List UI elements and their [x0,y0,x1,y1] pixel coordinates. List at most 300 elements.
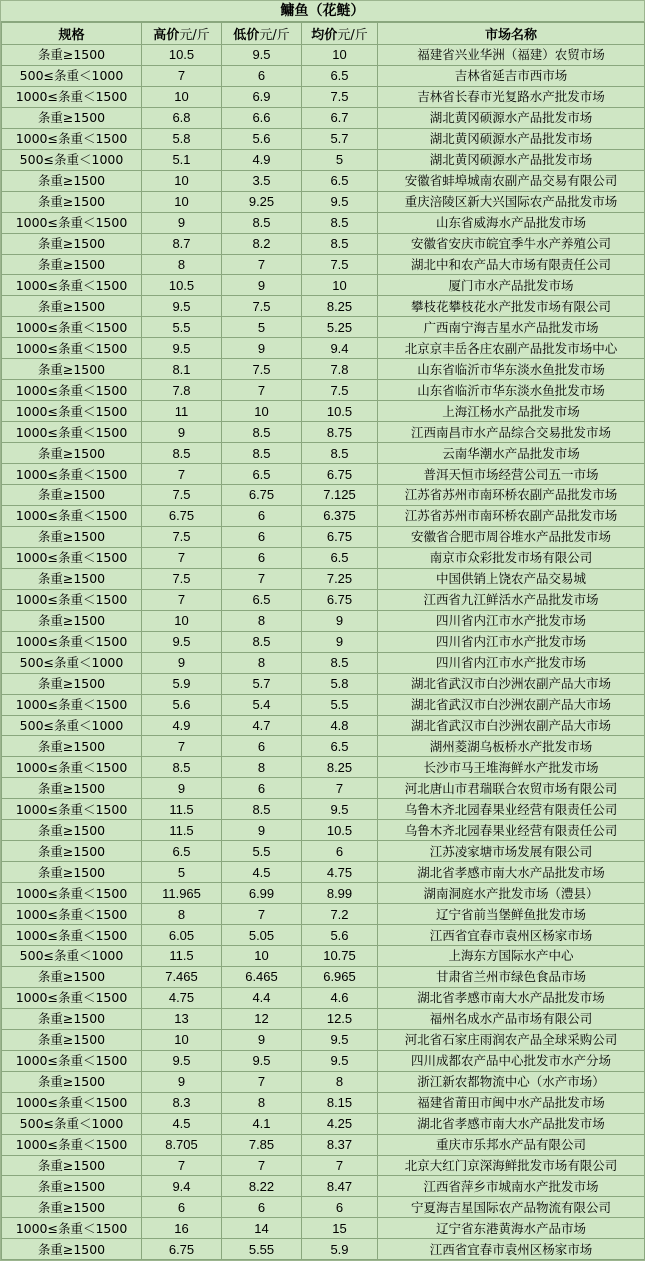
cell-spec: 条重≥1500 [2,1029,142,1050]
cell-high-price: 7.5 [142,568,222,589]
cell-avg-price: 9.5 [302,1050,378,1071]
cell-spec: 1000≤条重＜1500 [2,799,142,820]
cell-spec: 条重≥1500 [2,1155,142,1176]
cell-high-price: 5.8 [142,128,222,149]
cell-low-price: 7.85 [222,1134,302,1155]
cell-avg-price: 6.5 [302,736,378,757]
cell-high-price: 6.05 [142,925,222,946]
cell-avg-price: 7.5 [302,86,378,107]
cell-high-price: 7 [142,65,222,86]
cell-market: 辽宁省东港黄海水产品市场 [378,1218,645,1239]
cell-avg-price: 10.75 [302,945,378,966]
table-row [2,904,645,925]
cell-avg-price: 9 [302,631,378,652]
table-row [2,1134,645,1155]
cell-market: 安徽省合肥市周谷堆水产品批发市场 [378,526,645,547]
cell-market: 湖北省武汉市白沙洲农副产品大市场 [378,673,645,694]
cell-high-price: 9.4 [142,1176,222,1197]
cell-spec: 条重≥1500 [2,170,142,191]
cell-high-price: 11.965 [142,883,222,904]
cell-avg-price: 5.7 [302,128,378,149]
cell-market: 山东省临沂市华东淡水鱼批发市场 [378,359,645,380]
cell-low-price: 7.5 [222,296,302,317]
cell-avg-price: 6.375 [302,505,378,526]
cell-spec: 1000≤条重＜1500 [2,275,142,296]
cell-spec: 条重≥1500 [2,1239,142,1260]
cell-high-price: 6.5 [142,841,222,862]
cell-market: 重庆涪陵区新大兴国际农产品批发市场 [378,191,645,212]
cell-high-price: 7 [142,589,222,610]
cell-high-price: 9 [142,778,222,799]
cell-avg-price: 4.6 [302,987,378,1008]
table-row [2,317,645,338]
table-row [2,526,645,547]
sheet-title: 鳙鱼（花鲢） [1,1,644,22]
cell-spec: 条重≥1500 [2,45,142,66]
cell-market: 上海江杨水产品批发市场 [378,401,645,422]
table-row [2,464,645,485]
table-row [2,149,645,170]
table-row [2,45,645,66]
cell-high-price: 10.5 [142,45,222,66]
cell-market: 安徽省蚌埠城南农副产品交易有限公司 [378,170,645,191]
cell-high-price: 9 [142,1071,222,1092]
cell-spec: 1000≤条重＜1500 [2,338,142,359]
cell-spec: 条重≥1500 [2,1071,142,1092]
cell-high-price: 7.465 [142,966,222,987]
table-row [2,254,645,275]
cell-high-price: 9 [142,212,222,233]
cell-high-price: 7 [142,547,222,568]
table-row [2,275,645,296]
cell-avg-price: 7.5 [302,254,378,275]
cell-market: 湖北黄冈硕源水产品批发市场 [378,149,645,170]
cell-avg-price: 8.5 [302,212,378,233]
cell-market: 宁夏海吉星国际农产品物流有限公司 [378,1197,645,1218]
header-low-price [222,23,302,45]
cell-low-price: 12 [222,1008,302,1029]
cell-low-price: 6 [222,526,302,547]
cell-low-price: 6 [222,505,302,526]
table-row [2,65,645,86]
table-row [2,401,645,422]
header-low-label: 低价 [233,28,260,43]
header-spec: 规格 [2,23,142,45]
cell-market: 江西南昌市水产品综合交易批发市场 [378,422,645,443]
cell-avg-price: 6.75 [302,464,378,485]
cell-market: 厦门市水产品批发市场 [378,275,645,296]
cell-high-price: 10.5 [142,275,222,296]
table-row [2,757,645,778]
cell-low-price: 8 [222,610,302,631]
cell-market: 北京京丰岳各庄农副产品批发市场中心 [378,338,645,359]
cell-avg-price: 5.9 [302,1239,378,1260]
cell-market: 湖北中和农产品大市场有限责任公司 [378,254,645,275]
cell-spec: 条重≥1500 [2,485,142,506]
table-row [2,715,645,736]
cell-avg-price: 7.125 [302,485,378,506]
cell-avg-price: 5.6 [302,925,378,946]
cell-spec: 条重≥1500 [2,1008,142,1029]
cell-low-price: 8 [222,757,302,778]
cell-high-price: 8.5 [142,757,222,778]
cell-avg-price: 10 [302,275,378,296]
cell-high-price: 16 [142,1218,222,1239]
cell-low-price: 8.2 [222,233,302,254]
table-row [2,1008,645,1029]
cell-market: 吉林省长春市光复路水产批发市场 [378,86,645,107]
table-row [2,610,645,631]
table-row [2,589,645,610]
cell-low-price: 4.9 [222,149,302,170]
cell-low-price: 5.6 [222,128,302,149]
cell-avg-price: 7.5 [302,380,378,401]
table-row [2,862,645,883]
cell-low-price: 7 [222,568,302,589]
cell-avg-price: 8.15 [302,1092,378,1113]
cell-high-price: 4.75 [142,987,222,1008]
table-row [2,128,645,149]
cell-low-price: 6.6 [222,107,302,128]
cell-spec: 1000≤条重＜1500 [2,401,142,422]
cell-spec: 1000≤条重＜1500 [2,694,142,715]
cell-high-price: 9.5 [142,1050,222,1071]
cell-spec: 条重≥1500 [2,610,142,631]
cell-low-price: 6.99 [222,883,302,904]
cell-high-price: 8.3 [142,1092,222,1113]
cell-high-price: 7.5 [142,485,222,506]
header-avg-price [302,23,378,45]
cell-avg-price: 5.8 [302,673,378,694]
cell-high-price: 11 [142,401,222,422]
table-row [2,1176,645,1197]
cell-spec: 1000≤条重＜1500 [2,1092,142,1113]
cell-spec: 500≤条重＜1000 [2,65,142,86]
cell-avg-price: 6.5 [302,65,378,86]
cell-avg-price: 7 [302,1155,378,1176]
cell-spec: 条重≥1500 [2,233,142,254]
cell-spec: 1000≤条重＜1500 [2,757,142,778]
table-row [2,107,645,128]
cell-high-price: 9.5 [142,296,222,317]
cell-low-price: 7 [222,380,302,401]
cell-low-price: 9 [222,1029,302,1050]
cell-avg-price: 6.965 [302,966,378,987]
cell-low-price: 4.7 [222,715,302,736]
table-row [2,568,645,589]
cell-low-price: 9 [222,820,302,841]
cell-market: 四川省内江市水产批发市场 [378,652,645,673]
cell-avg-price: 8.5 [302,443,378,464]
cell-avg-price: 6.5 [302,547,378,568]
cell-market: 四川省内江市水产批发市场 [378,631,645,652]
cell-high-price: 5.1 [142,149,222,170]
cell-spec: 条重≥1500 [2,736,142,757]
cell-avg-price: 9.5 [302,1029,378,1050]
cell-high-price: 5 [142,862,222,883]
cell-high-price: 9 [142,652,222,673]
cell-avg-price: 6 [302,1197,378,1218]
table-row [2,945,645,966]
cell-spec: 1000≤条重＜1500 [2,380,142,401]
cell-low-price: 5.55 [222,1239,302,1260]
cell-market: 福建省莆田市闽中水产品批发市场 [378,1092,645,1113]
cell-low-price: 7 [222,1155,302,1176]
cell-market: 南京市众彩批发市场有限公司 [378,547,645,568]
cell-high-price: 13 [142,1008,222,1029]
cell-high-price: 4.9 [142,715,222,736]
table-row [2,694,645,715]
cell-low-price: 9 [222,275,302,296]
cell-low-price: 14 [222,1218,302,1239]
table-row [2,736,645,757]
cell-market: 山东省临沂市华东淡水鱼批发市场 [378,380,645,401]
cell-market: 江西省宜春市袁州区杨家市场 [378,925,645,946]
table-row [2,191,645,212]
cell-market: 河北省石家庄雨润农产品全球采购公司 [378,1029,645,1050]
header-high-price [142,23,222,45]
table-row [2,1092,645,1113]
cell-avg-price: 9.5 [302,799,378,820]
table-row [2,1155,645,1176]
cell-market: 四川成都农产品中心批发市水产分场 [378,1050,645,1071]
cell-low-price: 8.5 [222,443,302,464]
cell-low-price: 8.5 [222,631,302,652]
cell-high-price: 6.8 [142,107,222,128]
cell-market: 江苏凌家塘市场发展有限公司 [378,841,645,862]
cell-low-price: 9.5 [222,45,302,66]
cell-avg-price: 6.5 [302,170,378,191]
cell-spec: 1000≤条重＜1500 [2,589,142,610]
cell-high-price: 7 [142,464,222,485]
cell-avg-price: 9.4 [302,338,378,359]
cell-spec: 1000≤条重＜1500 [2,128,142,149]
cell-avg-price: 8.75 [302,422,378,443]
cell-spec: 1000≤条重＜1500 [2,464,142,485]
cell-spec: 1000≤条重＜1500 [2,1134,142,1155]
table-row [2,966,645,987]
cell-low-price: 4.4 [222,987,302,1008]
table-row [2,233,645,254]
table-row [2,296,645,317]
cell-market: 湖北省武汉市白沙洲农副产品大市场 [378,694,645,715]
cell-high-price: 10 [142,86,222,107]
header-high-label: 高价 [153,28,180,43]
cell-low-price: 8.22 [222,1176,302,1197]
cell-market: 福建省兴业华洲（福建）农贸市场 [378,45,645,66]
table-row [2,170,645,191]
cell-low-price: 9.25 [222,191,302,212]
cell-avg-price: 6.75 [302,589,378,610]
cell-avg-price: 8.99 [302,883,378,904]
cell-low-price: 6 [222,1197,302,1218]
cell-market: 江西省宜春市袁州区杨家市场 [378,1239,645,1260]
table-row [2,631,645,652]
cell-spec: 条重≥1500 [2,443,142,464]
cell-market: 甘肃省兰州市绿色食品市场 [378,966,645,987]
cell-spec: 500≤条重＜1000 [2,715,142,736]
cell-spec: 1000≤条重＜1500 [2,547,142,568]
cell-avg-price: 10 [302,45,378,66]
cell-avg-price: 4.8 [302,715,378,736]
cell-low-price: 9.5 [222,1050,302,1071]
cell-high-price: 4.5 [142,1113,222,1134]
cell-market: 河北唐山市君瑞联合农贸市场有限公司 [378,778,645,799]
cell-spec: 条重≥1500 [2,862,142,883]
cell-spec: 1000≤条重＜1500 [2,1050,142,1071]
cell-low-price: 6.5 [222,464,302,485]
cell-low-price: 7.5 [222,359,302,380]
cell-avg-price: 7.2 [302,904,378,925]
cell-avg-price: 6 [302,841,378,862]
cell-market: 上海东方国际水产中心 [378,945,645,966]
cell-low-price: 7 [222,254,302,275]
cell-low-price: 6 [222,547,302,568]
cell-high-price: 8.5 [142,443,222,464]
cell-spec: 条重≥1500 [2,1197,142,1218]
table-row [2,987,645,1008]
cell-low-price: 8.5 [222,422,302,443]
cell-high-price: 8 [142,904,222,925]
cell-high-price: 5.9 [142,673,222,694]
cell-low-price: 5.5 [222,841,302,862]
cell-high-price: 10 [142,170,222,191]
cell-low-price: 6.9 [222,86,302,107]
cell-spec: 1000≤条重＜1500 [2,987,142,1008]
cell-market: 四川省内江市水产批发市场 [378,610,645,631]
cell-market: 中国供销上饶农产品交易城 [378,568,645,589]
cell-market: 江苏省苏州市南环桥农副产品批发市场 [378,505,645,526]
cell-avg-price: 8.5 [302,652,378,673]
header-high-unit: 元/斤 [179,28,210,43]
table-row [2,212,645,233]
header-avg-unit: 元/斤 [337,28,368,43]
cell-low-price: 7 [222,904,302,925]
table-row [2,422,645,443]
cell-spec: 条重≥1500 [2,526,142,547]
cell-market: 福州名成水产品市场有限公司 [378,1008,645,1029]
cell-market: 攀枝花攀枝花水产批发市场有限公司 [378,296,645,317]
table-row [2,547,645,568]
cell-high-price: 9 [142,422,222,443]
cell-high-price: 7.8 [142,380,222,401]
cell-avg-price: 4.25 [302,1113,378,1134]
cell-low-price: 6 [222,736,302,757]
cell-low-price: 6 [222,778,302,799]
cell-market: 重庆市乐邦水产品有限公司 [378,1134,645,1155]
table-row [2,359,645,380]
cell-market: 普洱天恒市场经营公司五一市场 [378,464,645,485]
cell-spec: 500≤条重＜1000 [2,945,142,966]
table-row [2,338,645,359]
table-row [2,1239,645,1260]
cell-avg-price: 5 [302,149,378,170]
cell-market: 湖州菱湖乌板桥水产批发市场 [378,736,645,757]
cell-high-price: 8.705 [142,1134,222,1155]
cell-spec: 条重≥1500 [2,568,142,589]
cell-spec: 条重≥1500 [2,1176,142,1197]
cell-high-price: 5.5 [142,317,222,338]
cell-high-price: 7 [142,736,222,757]
cell-market: 江苏省苏州市南环桥农副产品批发市场 [378,485,645,506]
cell-high-price: 7 [142,1155,222,1176]
table-row [2,778,645,799]
cell-low-price: 6 [222,65,302,86]
table-row [2,505,645,526]
cell-low-price: 6.5 [222,589,302,610]
table-row [2,1050,645,1071]
cell-market: 辽宁省前当堡鲜鱼批发市场 [378,904,645,925]
cell-spec: 条重≥1500 [2,107,142,128]
cell-low-price: 5.05 [222,925,302,946]
cell-avg-price: 10.5 [302,820,378,841]
header-avg-label: 均价 [311,28,338,43]
cell-high-price: 10 [142,191,222,212]
cell-high-price: 8.7 [142,233,222,254]
cell-spec: 1000≤条重＜1500 [2,925,142,946]
table-row [2,86,645,107]
cell-low-price: 8.5 [222,799,302,820]
cell-avg-price: 4.75 [302,862,378,883]
cell-avg-price: 8.37 [302,1134,378,1155]
cell-avg-price: 8.5 [302,233,378,254]
table-row [2,1113,645,1134]
cell-high-price: 11.5 [142,799,222,820]
cell-low-price: 6.465 [222,966,302,987]
cell-avg-price: 15 [302,1218,378,1239]
cell-low-price: 8 [222,1092,302,1113]
cell-avg-price: 9 [302,610,378,631]
cell-spec: 条重≥1500 [2,778,142,799]
table-row [2,1029,645,1050]
cell-high-price: 7.5 [142,526,222,547]
header-market: 市场名称 [378,23,645,45]
cell-spec: 条重≥1500 [2,673,142,694]
cell-spec: 1000≤条重＜1500 [2,904,142,925]
cell-low-price: 8.5 [222,212,302,233]
cell-avg-price: 6.7 [302,107,378,128]
cell-spec: 1000≤条重＜1500 [2,883,142,904]
cell-high-price: 6.75 [142,505,222,526]
price-table [1,22,645,1260]
table-row [2,1071,645,1092]
cell-high-price: 11.5 [142,945,222,966]
cell-spec: 1000≤条重＜1500 [2,317,142,338]
cell-avg-price: 8.47 [302,1176,378,1197]
cell-high-price: 6.75 [142,1239,222,1260]
cell-spec: 条重≥1500 [2,254,142,275]
cell-market: 云南华潮水产品批发市场 [378,443,645,464]
cell-spec: 1000≤条重＜1500 [2,86,142,107]
cell-market: 湖南洞庭水产批发市场（澧县） [378,883,645,904]
cell-spec: 500≤条重＜1000 [2,652,142,673]
cell-high-price: 10 [142,610,222,631]
cell-avg-price: 8 [302,1071,378,1092]
cell-avg-price: 12.5 [302,1008,378,1029]
table-row [2,799,645,820]
cell-avg-price: 5.25 [302,317,378,338]
cell-high-price: 9.5 [142,631,222,652]
cell-avg-price: 5.5 [302,694,378,715]
cell-spec: 500≤条重＜1000 [2,149,142,170]
table-row [2,1197,645,1218]
cell-avg-price: 7 [302,778,378,799]
cell-market: 湖北省孝感市南大水产品批发市场 [378,987,645,1008]
cell-market: 湖北黄冈硕源水产品批发市场 [378,128,645,149]
table-row [2,652,645,673]
cell-market: 长沙市马王堆海鲜水产批发市场 [378,757,645,778]
cell-spec: 500≤条重＜1000 [2,1113,142,1134]
